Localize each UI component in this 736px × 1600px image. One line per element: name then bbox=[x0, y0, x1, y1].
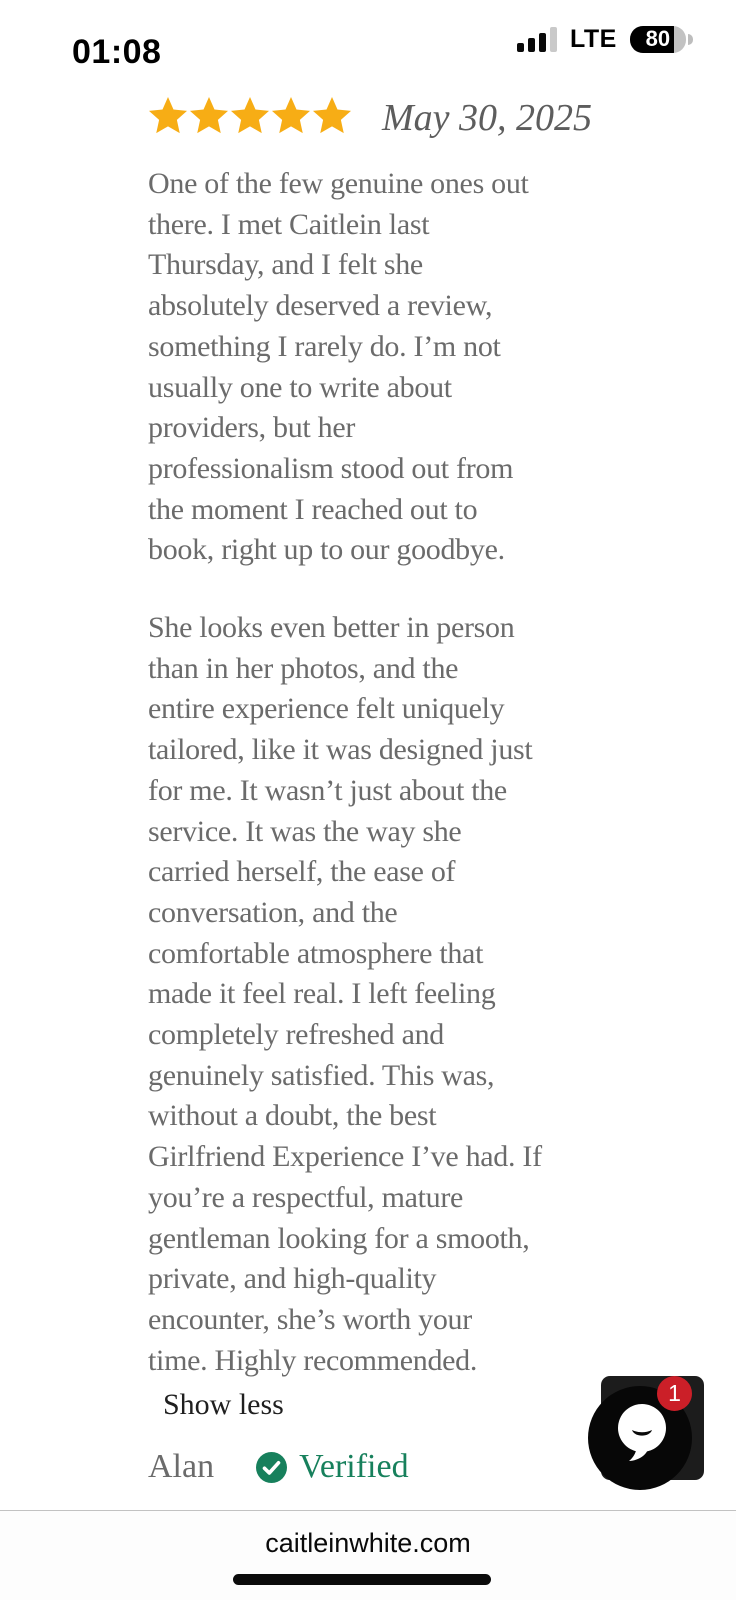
address-bar-url[interactable]: caitleinwhite.com bbox=[265, 1528, 471, 1558]
verified-check-icon bbox=[256, 1452, 287, 1483]
status-bar bbox=[0, 0, 736, 78]
star-icon bbox=[312, 97, 352, 137]
review-line: Girlfriend Experience I’ve had. If bbox=[148, 1140, 542, 1174]
review-line: genuinely satisfied. This was, bbox=[148, 1058, 495, 1092]
review-line: private, and high-quality bbox=[148, 1262, 437, 1296]
chat-bubble-icon bbox=[616, 1404, 668, 1466]
star-icon bbox=[148, 97, 188, 137]
review-line: providers, but her bbox=[148, 411, 356, 445]
review-line: there. I met Caitlein last bbox=[148, 207, 430, 241]
show-less-link[interactable]: Show less bbox=[163, 1388, 284, 1422]
signal-strength-icon bbox=[517, 27, 557, 52]
chat-unread-badge: 1 bbox=[657, 1376, 692, 1411]
review-line: comfortable atmosphere that bbox=[148, 936, 484, 970]
author-name: Alan bbox=[148, 1448, 215, 1485]
review-line: completely refreshed and bbox=[148, 1018, 444, 1052]
star-rating bbox=[148, 97, 352, 137]
browser-bottom-bar bbox=[0, 1510, 736, 1600]
review-line: conversation, and the bbox=[148, 895, 398, 929]
review-line: One of the few genuine ones out bbox=[148, 167, 529, 200]
chat-widget-button[interactable] bbox=[588, 1376, 736, 1494]
network-type-label: LTE bbox=[570, 24, 617, 53]
review-line: something I rarely do. I’m not bbox=[148, 329, 501, 363]
battery-icon bbox=[630, 26, 693, 53]
review-date: May 30, 2025 bbox=[382, 97, 593, 139]
review-line: without a doubt, the best bbox=[148, 1099, 437, 1133]
review-line: absolutely deserved a review, bbox=[148, 289, 493, 323]
status-time: 01:08 bbox=[72, 33, 162, 71]
review-header bbox=[148, 94, 618, 140]
review-line: She looks even better in person bbox=[148, 611, 515, 645]
review-line: for me. It wasn’t just about the bbox=[148, 773, 507, 807]
review-line: tailored, like it was designed just bbox=[148, 733, 533, 767]
home-indicator[interactable] bbox=[233, 1574, 491, 1585]
review-line: usually one to write about bbox=[148, 370, 452, 404]
verified-badge bbox=[256, 1448, 409, 1486]
battery-percent: 80 bbox=[645, 26, 671, 51]
review-line: than in her photos, and the bbox=[148, 651, 459, 685]
review-line: carried herself, the ease of bbox=[148, 855, 456, 889]
verified-label: Verified bbox=[299, 1448, 409, 1485]
review-author-row bbox=[148, 1448, 409, 1486]
review-text bbox=[148, 164, 618, 1381]
star-icon bbox=[271, 97, 311, 137]
review-line: Thursday, and I felt she bbox=[148, 248, 423, 282]
review-line: professionalism stood out from bbox=[148, 451, 514, 485]
review-line: the moment I reached out to bbox=[148, 492, 478, 526]
star-icon bbox=[230, 97, 270, 137]
star-icon bbox=[189, 97, 229, 137]
review-line: made it feel real. I left feeling bbox=[148, 977, 496, 1011]
review-line: time. Highly recommended. bbox=[148, 1343, 478, 1377]
review-line: book, right up to our goodbye. bbox=[148, 533, 505, 567]
review-paragraph bbox=[148, 164, 618, 571]
review-card bbox=[148, 94, 618, 1425]
review-line: entire experience felt uniquely bbox=[148, 692, 505, 726]
review-paragraph bbox=[148, 608, 618, 1381]
review-line: you’re a respectful, mature bbox=[148, 1180, 464, 1214]
status-right-cluster bbox=[517, 0, 693, 78]
review-line: service. It was the way she bbox=[148, 814, 462, 848]
review-line: gentleman looking for a smooth, bbox=[148, 1221, 530, 1255]
review-line: encounter, she’s worth your bbox=[148, 1302, 472, 1336]
